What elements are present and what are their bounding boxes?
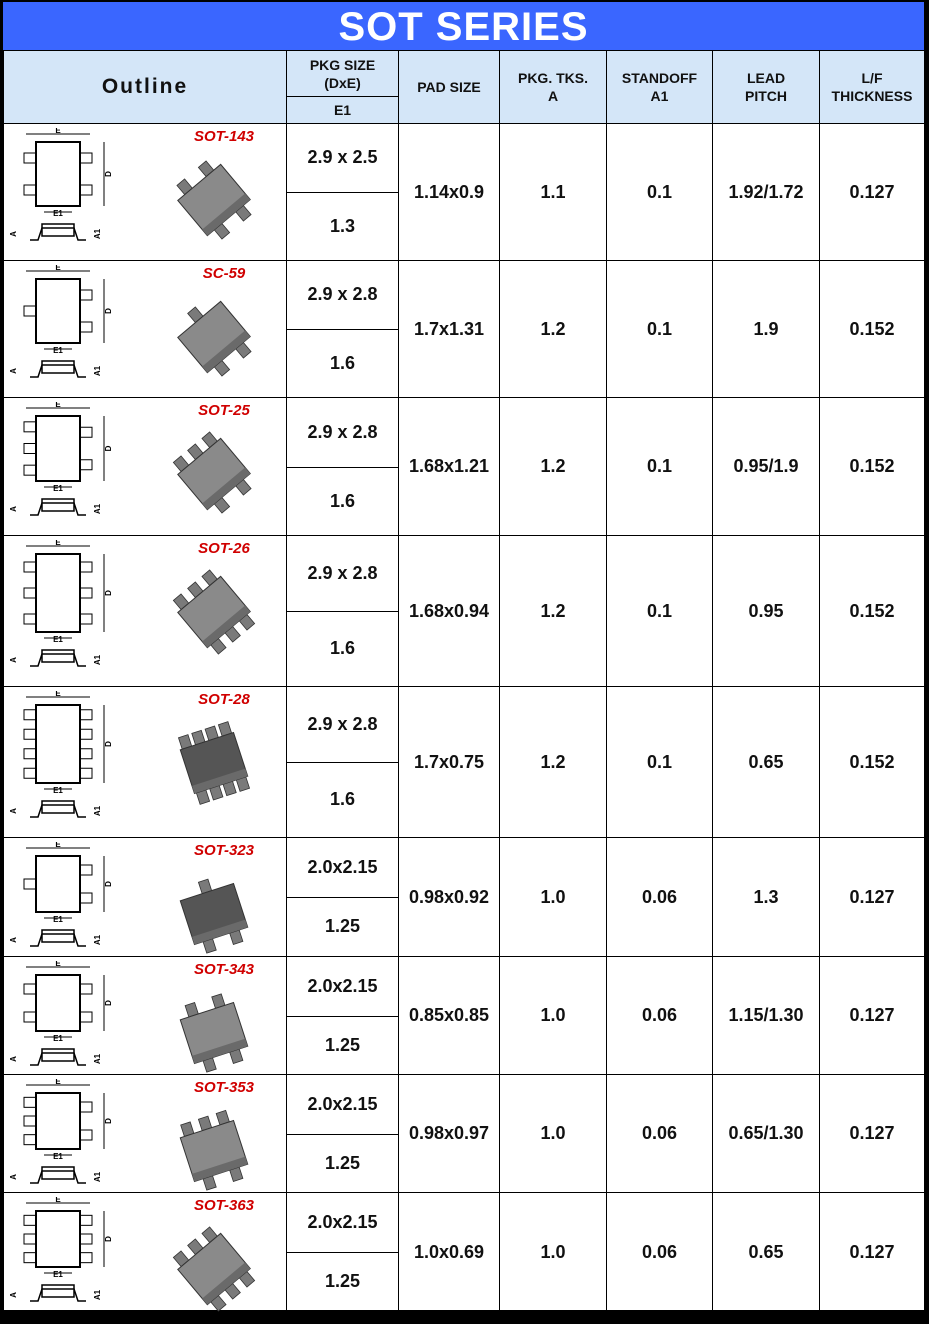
pkg-thickness: 1.0 [500, 838, 607, 957]
header-standoff-line1: STANDOFF [621, 70, 698, 86]
dim-a1-label: A1 [93, 1171, 102, 1183]
lead-pitch: 1.15/1.30 [713, 957, 820, 1075]
header-pkg-tks-line1: PKG. TKS. [517, 70, 588, 86]
dim-e1-label: E1 [53, 786, 63, 795]
pad-size: 1.14x0.9 [399, 124, 500, 261]
lead-pitch: 0.65 [713, 687, 820, 838]
standoff: 0.06 [607, 1193, 713, 1312]
table-row [4, 536, 925, 612]
table-row [4, 1075, 925, 1135]
pad-size: 0.98x0.97 [399, 1075, 500, 1193]
pkg-size-e1: 1.6 [287, 467, 399, 536]
pkg-size-e1: 1.6 [287, 329, 399, 398]
standoff: 0.1 [607, 687, 713, 838]
pad-size: 1.68x1.21 [399, 398, 500, 536]
table-row [4, 1193, 925, 1253]
dim-a1-label: A1 [93, 503, 102, 515]
pkg-size-dxe: 2.9 x 2.8 [287, 536, 399, 612]
package-image [154, 562, 274, 667]
dim-e-label: E [55, 842, 61, 849]
pad-size: 1.68x0.94 [399, 536, 500, 687]
dim-e1-label: E1 [53, 346, 63, 355]
lf-thickness: 0.127 [820, 838, 925, 957]
package-name: SOT-28 [198, 691, 250, 708]
standoff: 0.06 [607, 957, 713, 1075]
standoff: 0.06 [607, 838, 713, 957]
package-name: SOT-343 [193, 961, 255, 978]
pkg-thickness: 1.0 [500, 1193, 607, 1312]
table-row [4, 687, 925, 763]
pkg-thickness: 1.2 [500, 536, 607, 687]
package-image [154, 287, 274, 392]
outline-cell [4, 261, 287, 398]
lead-pitch: 0.65 [713, 1193, 820, 1312]
dim-a1-label: A1 [93, 934, 102, 946]
header-pkg-tks-line2: A [547, 88, 559, 104]
dim-a1-label: A1 [93, 1053, 102, 1065]
package-name: SOT-26 [198, 540, 250, 557]
dim-e1-label: E1 [53, 635, 63, 644]
outline-drawing [8, 540, 118, 682]
header-lf-line2: THICKNESS [831, 88, 913, 104]
dim-d-label: D [104, 741, 113, 747]
pkg-thickness: 1.0 [500, 1075, 607, 1193]
header-standoff-line2: A1 [650, 88, 669, 104]
dim-a1-label: A1 [93, 228, 102, 240]
header-pad-size: PAD SIZE [399, 51, 500, 124]
table-row [4, 261, 925, 330]
dim-e-label: E [55, 961, 61, 968]
header-outline: Outline [4, 51, 287, 124]
pkg-size-dxe: 2.9 x 2.5 [287, 124, 399, 193]
lead-pitch: 0.95 [713, 536, 820, 687]
outline-drawing [8, 842, 118, 952]
pkg-size-dxe: 2.9 x 2.8 [287, 398, 399, 468]
package-name: SOT-353 [193, 1079, 255, 1096]
table-row [4, 398, 925, 468]
header-lead-pitch [713, 51, 820, 124]
outline-drawing [8, 402, 118, 531]
dim-a-label: A [9, 1174, 18, 1180]
dim-a1-label: A1 [93, 805, 102, 817]
package-image [154, 150, 274, 255]
standoff: 0.1 [607, 124, 713, 261]
dim-d-label: D [104, 308, 113, 314]
package-image [154, 424, 274, 529]
outline-cell [4, 838, 287, 957]
pkg-size-dxe: 2.0x2.15 [287, 1075, 399, 1135]
lf-thickness: 0.127 [820, 1193, 925, 1312]
lead-pitch: 0.95/1.9 [713, 398, 820, 536]
package-image [154, 864, 274, 969]
table-row [4, 124, 925, 193]
lf-thickness: 0.152 [820, 398, 925, 536]
dim-d-label: D [104, 881, 113, 887]
dim-d-label: D [104, 445, 113, 452]
pkg-size-e1: 1.6 [287, 611, 399, 687]
package-image [154, 1101, 274, 1206]
dim-a-label: A [9, 1056, 18, 1062]
header-pkg-size [287, 51, 399, 97]
package-name: SOT-25 [198, 402, 250, 419]
lf-thickness: 0.127 [820, 124, 925, 261]
lead-pitch: 1.92/1.72 [713, 124, 820, 261]
header-pkg-size-line1: PKG SIZE [309, 56, 376, 73]
package-name: SOT-363 [193, 1197, 255, 1214]
header-pkg-tks [500, 51, 607, 124]
dim-e-label: E [55, 691, 61, 698]
outline-cell [4, 124, 287, 261]
dim-a-label: A [9, 657, 18, 663]
header-lf-thickness [820, 51, 925, 124]
outline-drawing [8, 1079, 118, 1188]
dim-e-label: E [55, 1079, 61, 1086]
pkg-size-dxe: 2.9 x 2.8 [287, 687, 399, 763]
standoff: 0.06 [607, 1075, 713, 1193]
package-name: SC-59 [202, 265, 246, 282]
outline-drawing [8, 691, 118, 833]
pad-size: 1.0x0.69 [399, 1193, 500, 1312]
dim-e-label: E [55, 265, 61, 272]
header-lead-pitch-line1: LEAD [746, 70, 786, 86]
pad-size: 1.7x1.31 [399, 261, 500, 398]
dim-d-label: D [104, 1236, 113, 1242]
header-lead-pitch-line2: PITCH [745, 88, 787, 104]
pkg-size-e1: 1.25 [287, 897, 399, 957]
dim-d-label: D [104, 171, 113, 177]
dim-e1-label: E1 [53, 915, 63, 924]
dim-a1-label: A1 [93, 365, 102, 377]
standoff: 0.1 [607, 261, 713, 398]
pkg-size-e1: 1.25 [287, 1134, 399, 1193]
dim-a-label: A [9, 231, 18, 237]
pkg-size-e1: 1.3 [287, 192, 399, 261]
header-row [4, 51, 925, 97]
dim-e-label: E [55, 540, 61, 547]
pkg-size-e1: 1.25 [287, 1252, 399, 1312]
dim-a-label: A [9, 1292, 18, 1298]
package-image [154, 983, 274, 1088]
dim-e1-label: E1 [53, 1152, 63, 1161]
standoff: 0.1 [607, 398, 713, 536]
package-name: SOT-143 [193, 128, 255, 145]
pkg-thickness: 1.2 [500, 398, 607, 536]
lf-thickness: 0.152 [820, 261, 925, 398]
dim-e1-label: E1 [53, 209, 63, 218]
table-row [4, 838, 925, 898]
pad-size: 0.85x0.85 [399, 957, 500, 1075]
outline-cell [4, 1075, 287, 1193]
dim-a1-label: A1 [93, 654, 102, 666]
pkg-thickness: 1.1 [500, 124, 607, 261]
dim-e-label: E [55, 402, 61, 409]
pad-size: 0.98x0.92 [399, 838, 500, 957]
page-title: SOT SERIES [3, 2, 924, 50]
lf-thickness: 0.152 [820, 687, 925, 838]
pkg-thickness: 1.2 [500, 261, 607, 398]
pkg-size-dxe: 2.0x2.15 [287, 1193, 399, 1253]
dim-e1-label: E1 [53, 484, 63, 493]
dim-e1-label: E1 [53, 1270, 63, 1279]
dim-e1-label: E1 [53, 1034, 63, 1043]
pkg-size-e1: 1.6 [287, 762, 399, 838]
outline-cell [4, 687, 287, 838]
dim-a-label: A [9, 937, 18, 943]
sot-series-table [3, 50, 925, 1312]
table-row [4, 957, 925, 1017]
outline-cell [4, 957, 287, 1075]
lead-pitch: 1.3 [713, 838, 820, 957]
pkg-thickness: 1.0 [500, 957, 607, 1075]
header-lf-line1: L/F [861, 70, 883, 86]
lf-thickness: 0.127 [820, 1075, 925, 1193]
header-standoff [607, 51, 713, 124]
package-image [154, 1219, 274, 1324]
dim-d-label: D [104, 590, 113, 596]
dim-a-label: A [9, 808, 18, 814]
lf-thickness: 0.127 [820, 957, 925, 1075]
lead-pitch: 0.65/1.30 [713, 1075, 820, 1193]
pkg-thickness: 1.2 [500, 687, 607, 838]
dim-a1-label: A1 [93, 1289, 102, 1301]
dim-a-label: A [9, 368, 18, 374]
pkg-size-e1: 1.25 [287, 1016, 399, 1075]
dim-e-label: E [55, 128, 61, 135]
pkg-size-dxe: 2.0x2.15 [287, 838, 399, 898]
header-pkg-size-line2: (DxE) [324, 74, 361, 91]
pkg-size-dxe: 2.9 x 2.8 [287, 261, 399, 330]
header-e1: E1 [287, 97, 399, 124]
lf-thickness: 0.152 [820, 536, 925, 687]
outline-cell [4, 1193, 287, 1312]
outline-cell [4, 398, 287, 536]
outline-drawing [8, 265, 118, 393]
outline-drawing [8, 1197, 118, 1307]
dim-a-label: A [9, 506, 18, 512]
outline-drawing [8, 961, 118, 1070]
outline-drawing [8, 128, 118, 256]
pad-size: 1.7x0.75 [399, 687, 500, 838]
package-name: SOT-323 [193, 842, 255, 859]
standoff: 0.1 [607, 536, 713, 687]
dim-d-label: D [104, 1118, 113, 1124]
table-body [4, 124, 925, 1312]
pkg-size-dxe: 2.0x2.15 [287, 957, 399, 1017]
lead-pitch: 1.9 [713, 261, 820, 398]
dim-d-label: D [104, 1000, 113, 1006]
outline-cell [4, 536, 287, 687]
dim-e-label: E [55, 1197, 61, 1204]
package-image [154, 713, 274, 818]
